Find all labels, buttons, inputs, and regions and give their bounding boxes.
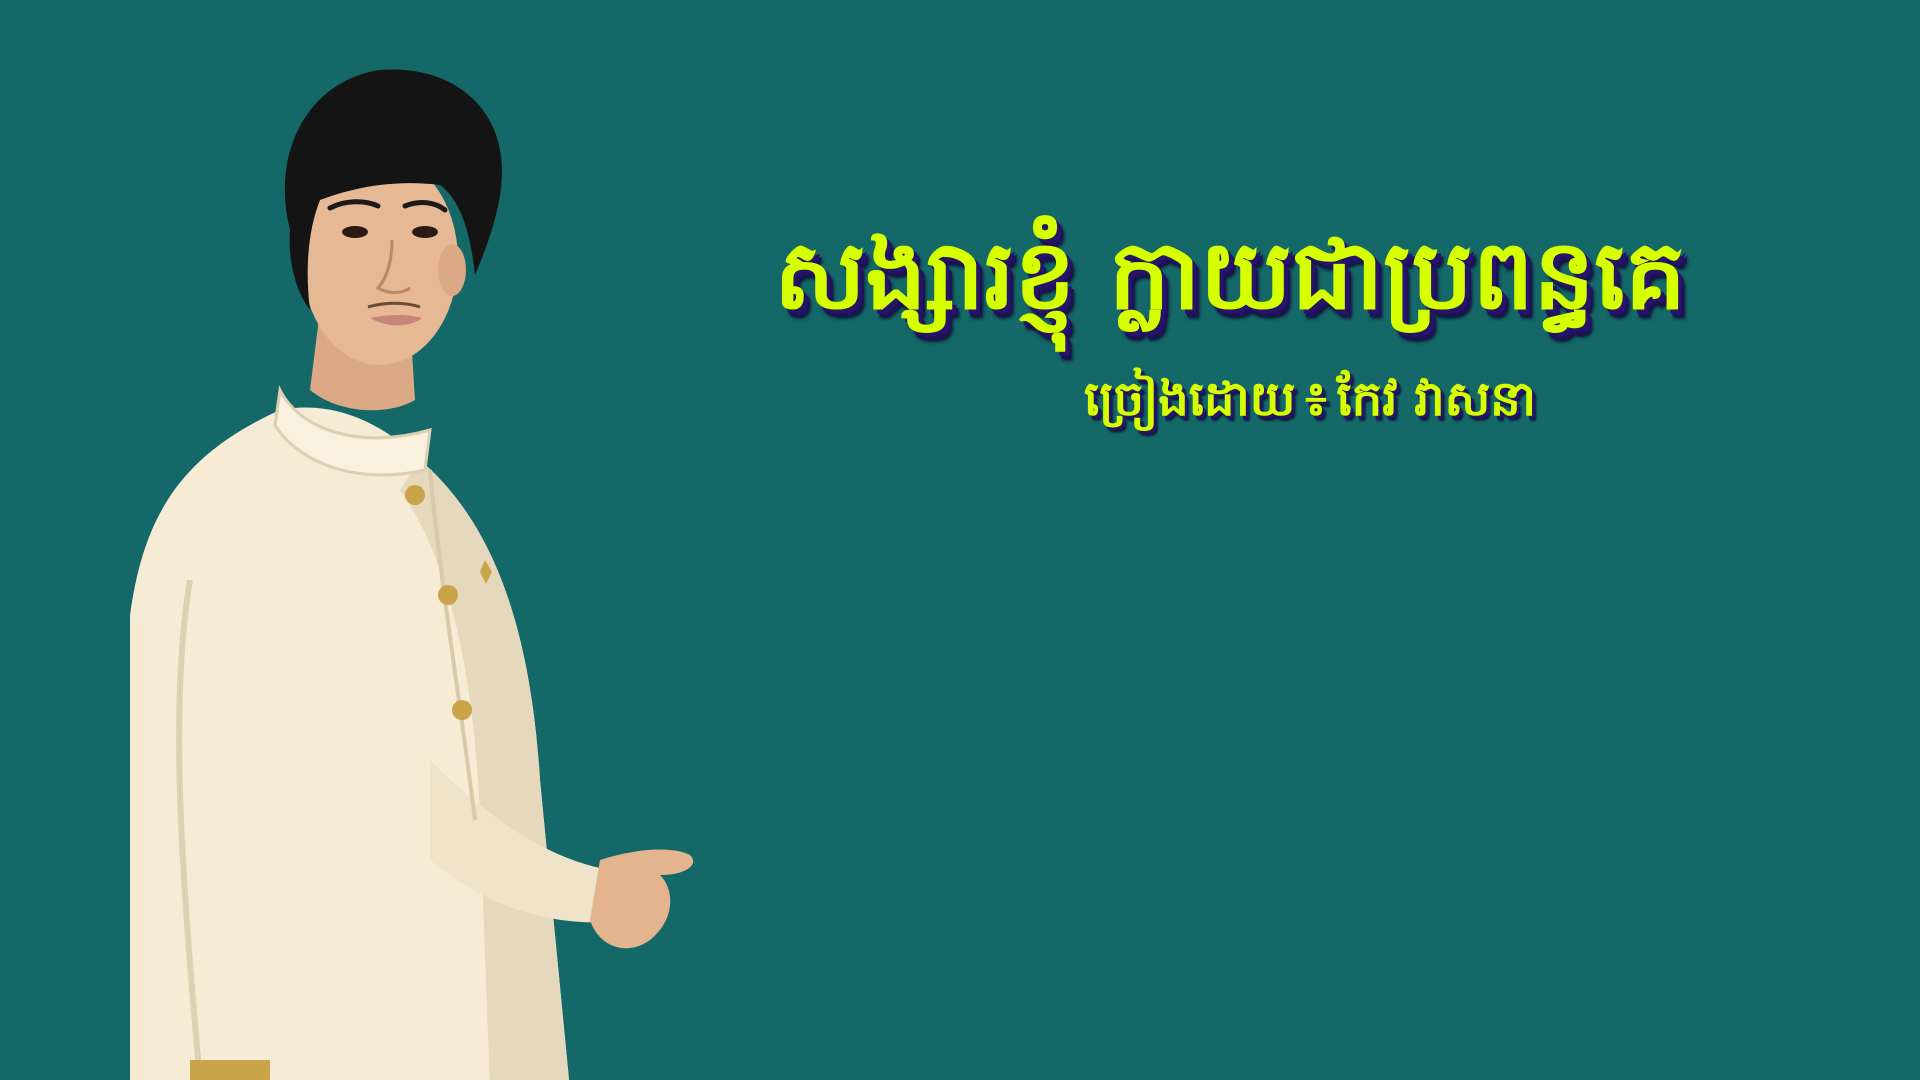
credit-separator: ៖ [1305,371,1327,427]
button-1 [405,485,425,505]
credit-prefix: ច្រៀងដោយ [1083,371,1296,427]
jacket-trim [190,1060,270,1080]
eye-right [412,226,438,238]
eye-left [342,226,368,238]
ear [438,244,466,296]
singer-credit [1000,368,1620,430]
hand [590,850,693,949]
button-2 [438,585,458,605]
button-3 [452,700,472,720]
singer-name: កែវ វាសនា [1336,371,1537,427]
song-title: សង្សារខ្ញុំ ក្លាយជាប្រពន្ធគេ [774,219,1686,331]
singer-portrait [130,60,780,1080]
